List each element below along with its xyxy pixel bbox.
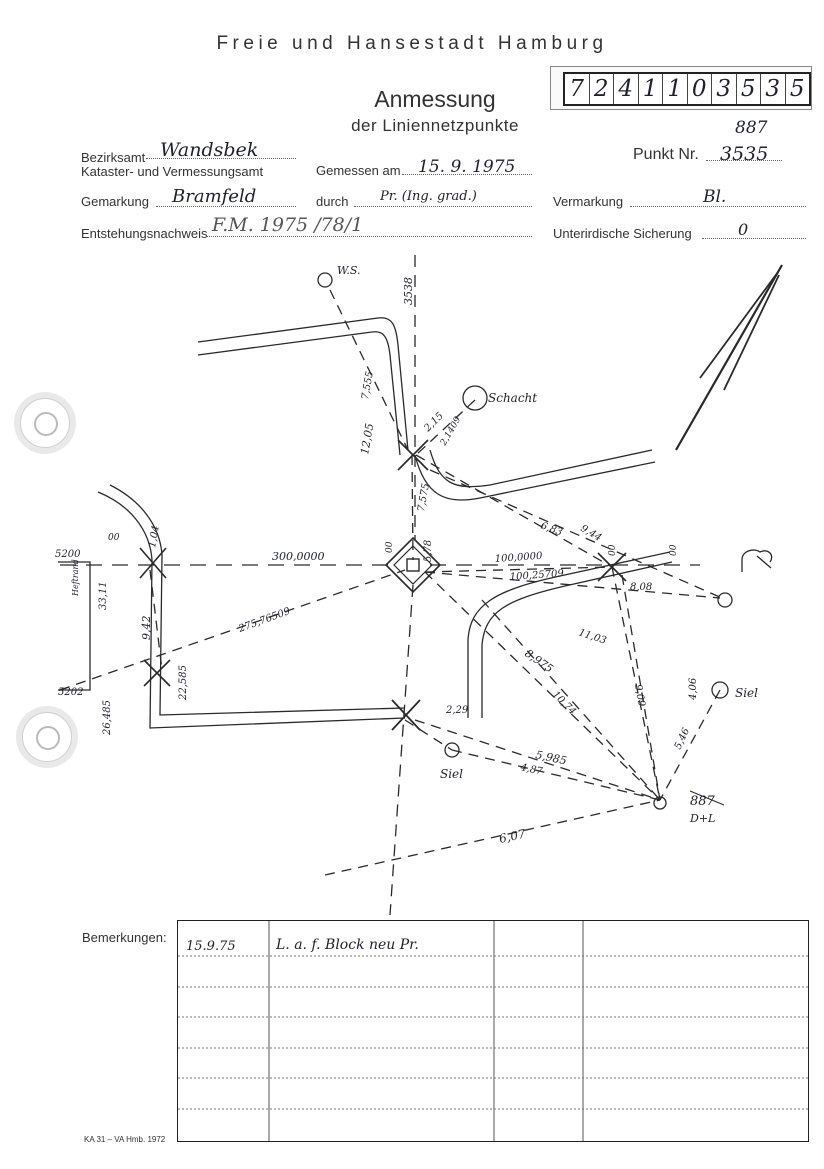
gemarkung-label: Gemarkung xyxy=(81,194,149,209)
gemarkung-value: Bramfeld xyxy=(172,186,257,207)
measure-607: 6,07 xyxy=(497,826,527,846)
measure-1074: 10,74 xyxy=(549,689,578,718)
measure-909: 9,09 xyxy=(632,683,647,708)
remarks-table xyxy=(177,920,809,1142)
measure-215: 2,15 xyxy=(422,410,446,435)
measure-1205: 12,05 xyxy=(358,422,377,456)
id-digit: 3 xyxy=(712,74,737,104)
measure-275: 275,76509 xyxy=(237,605,292,635)
form-code: KA 31 – VA Hmb. 1972 xyxy=(84,1135,166,1144)
measure-5202: 5202 xyxy=(58,687,84,698)
measure-00: 00 xyxy=(608,544,618,556)
remarks-grid xyxy=(178,921,808,1141)
measure-578: 5,78 xyxy=(423,539,434,562)
hydrant-circle xyxy=(718,593,732,607)
measure-5200: 5200 xyxy=(55,549,81,560)
measure-2648: 26,485 xyxy=(102,700,113,735)
label-point-dl: D+L xyxy=(690,812,716,825)
durch-value: Pr. (Ing. grad.) xyxy=(380,189,477,204)
measure-100-25: 100,25709 xyxy=(509,568,565,583)
city-heading: Freie und Hansestadt Hamburg xyxy=(216,33,608,54)
id-digit: 3 xyxy=(761,74,786,104)
measure-3311: 33,11 xyxy=(98,581,109,610)
measure-7575: 7,575 xyxy=(416,482,432,513)
id-digit: 1 xyxy=(639,74,664,104)
curb-line xyxy=(110,485,405,715)
bezirksamt-value: Wandsbek xyxy=(160,139,259,161)
curb-line xyxy=(415,455,655,500)
north-arrow xyxy=(676,265,782,450)
vermarkung-value: Bl. xyxy=(703,187,727,207)
id-digit: 4 xyxy=(614,74,639,104)
id-digit: 0 xyxy=(688,74,713,104)
label-siel-bottom: Siel xyxy=(440,767,463,781)
page-subtitle: der Liniennetzpunkte xyxy=(351,116,519,135)
entstehung-label: Entstehungsnachweis xyxy=(81,226,208,241)
gemessen-value: 15. 9. 1975 xyxy=(418,157,516,177)
label-3538: 3538 xyxy=(402,277,415,305)
measure-8975: 8,975 xyxy=(522,646,556,676)
punkt-label: Punkt Nr. xyxy=(633,146,699,163)
measure-22585: 22,585 xyxy=(178,665,189,700)
central-point-square xyxy=(407,559,419,571)
entstehung-value: F.M. 1975 /78/1 xyxy=(212,214,364,236)
measure-104: 1,04 xyxy=(147,524,162,549)
curb-line xyxy=(430,450,652,487)
label-siel-right: Siel xyxy=(735,686,758,700)
id-digit: 5 xyxy=(737,74,762,104)
label-heftrand: Heftrand xyxy=(71,559,80,596)
measure-1103: 11,03 xyxy=(577,627,608,647)
label-ws: W.S. xyxy=(337,264,361,277)
measure-683: 6,83 xyxy=(538,520,564,539)
schacht-circle xyxy=(463,386,487,410)
measure-00: 00 xyxy=(385,541,395,553)
north-arrow xyxy=(724,275,779,390)
measure-00: 00 xyxy=(669,544,679,556)
curb-line xyxy=(98,492,405,728)
curb-line xyxy=(198,318,408,450)
measure-487: 4,87 xyxy=(519,762,544,778)
punkt-number-top: 887 xyxy=(735,118,768,138)
vermarkung-label: Vermarkung xyxy=(553,194,624,209)
measure-229: 2,29 xyxy=(446,705,469,716)
ws-circle xyxy=(318,273,332,287)
cross-mark xyxy=(398,440,428,470)
page-title: Anmessung xyxy=(374,86,496,112)
sicherung-value: 0 xyxy=(738,220,749,239)
bezirksamt-label: Bezirksamt xyxy=(81,150,146,165)
measure-5985: 5,985 xyxy=(534,748,568,768)
north-arrow xyxy=(700,272,778,378)
measure-214: 2,1409 xyxy=(438,415,464,448)
measure-944: 9,44 xyxy=(578,523,604,544)
measure-406: 4,06 xyxy=(688,677,699,700)
punkt-value: 3535 xyxy=(720,143,769,165)
id-digit: 5 xyxy=(789,76,805,102)
id-digit: 7 xyxy=(565,74,590,104)
measure-7555: 7,555 xyxy=(360,370,376,401)
remarks-text: L. a. f. Block neu Pr. xyxy=(276,937,419,953)
label-schacht: Schacht xyxy=(488,391,538,405)
measure-546: 5,46 xyxy=(672,726,693,752)
survey-line-south xyxy=(390,585,413,915)
lamp-icon xyxy=(742,550,772,572)
id-digit: 1 xyxy=(663,74,688,104)
cross-mark xyxy=(144,660,170,686)
measure-00: 00 xyxy=(108,533,120,543)
measure-300: 300,0000 xyxy=(272,550,325,563)
remarks-date: 15.9.75 xyxy=(186,939,236,954)
measure-100: 100,0000 xyxy=(494,550,543,565)
measure-808: 8,08 xyxy=(630,582,653,593)
cross-mark xyxy=(392,700,420,730)
gemessen-label: Gemessen am xyxy=(316,163,401,178)
measure-942: 9,42 xyxy=(140,615,153,640)
kataster-label: Kataster- und Vermessungsamt xyxy=(81,164,264,179)
label-point-887: 887 xyxy=(690,794,715,809)
remarks-label: Bemerkungen: xyxy=(82,930,167,945)
id-digit: 2 xyxy=(590,74,615,104)
sicherung-label: Unterirdische Sicherung xyxy=(553,226,692,241)
durch-label: durch xyxy=(316,194,349,209)
